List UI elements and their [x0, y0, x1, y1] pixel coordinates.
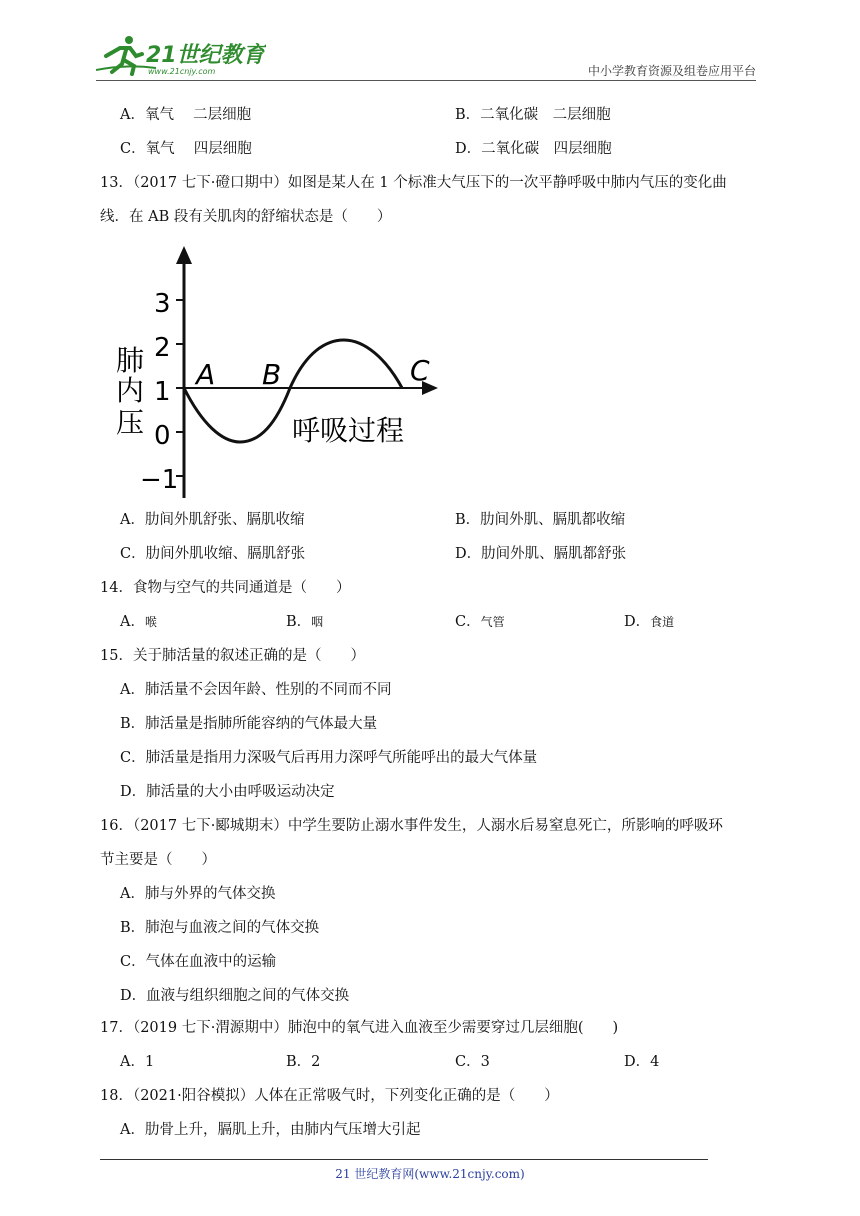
platform-label: 中小学教育资源及组卷应用平台: [587, 64, 756, 78]
y-axis-label-1: 肺: [116, 344, 145, 377]
page-header: [96, 34, 756, 78]
q15-stem: 15．关于肺活量的叙述正确的是（ ）: [100, 648, 365, 664]
q17-option-c: C．3: [455, 1054, 490, 1070]
y-axis-label-2: 内: [116, 374, 145, 407]
q14-option-a: A．喉: [120, 614, 157, 630]
q13-option-b: B．肋间外肌、膈肌都收缩: [455, 512, 626, 528]
q12-option-d: D．二氧化碳 四层细胞: [455, 141, 612, 157]
q16-option-c: C．气体在血液中的运输: [120, 954, 277, 970]
q14-option-c: C．气管: [455, 614, 505, 630]
q16-option-b: B．肺泡与血液之间的气体交换: [120, 920, 320, 936]
q17-option-d: D．4: [624, 1054, 660, 1070]
tick-label-1: 1: [154, 377, 171, 407]
tick-label-2: 2: [154, 333, 171, 363]
point-label-c: C: [410, 354, 430, 387]
q13-option-c: C．肋间外肌收缩、膈肌舒张: [120, 546, 306, 562]
logo-url: www.21cnjy.com: [148, 67, 216, 76]
q12-option-a: A．氧气 二层细胞: [120, 107, 252, 123]
q13-stem-line2: 线．在 AB 段有关肌肉的舒缩状态是（ ）: [100, 209, 392, 225]
q16-stem-line1: 16．（2017 七下·郾城期末）中学生要防止溺水事件发生，人溺水后易窒息死亡，所影响的呼吸环: [100, 818, 723, 834]
tick-label-3: 3: [154, 289, 171, 319]
q17-option-b: B．2: [286, 1054, 321, 1070]
footer-divider: [100, 1159, 708, 1160]
q18-stem: 18．（2021·阳谷模拟）人体在正常吸气时，下列变化正确的是（ ）: [100, 1088, 559, 1104]
y-axis-label-3: 压: [116, 406, 145, 439]
x-axis-label: 呼吸过程: [292, 414, 405, 447]
footer-text: 21 世纪教育网(www.21cnjy.com): [335, 1167, 525, 1181]
q16-option-a: A．肺与外界的气体交换: [120, 886, 276, 902]
logo: [96, 34, 266, 78]
q12-option-c: C．氧气 四层细胞: [120, 141, 252, 157]
q13-option-a: A．肋间外肌舒张、膈肌收缩: [120, 512, 305, 528]
y-axis-arrow: [176, 246, 192, 264]
tick-label-neg1: −1: [140, 465, 179, 495]
point-label-a: A: [196, 358, 216, 391]
q16-option-d: D．血液与组织细胞之间的气体交换: [120, 988, 350, 1004]
q16-stem-line2: 节主要是（ ）: [100, 852, 216, 868]
q18-option-a: A．肋骨上升，膈肌上升，由肺内气压增大引起: [120, 1122, 421, 1138]
q15-option-d: D．肺活量的大小由呼吸运动决定: [120, 784, 335, 800]
q15-option-a: A．肺活量不会因年龄、性别的不同而不同: [120, 682, 392, 698]
logo-text: 21世纪教育: [146, 43, 265, 68]
pressure-chart: [110, 240, 450, 505]
q17-option-a: A．1: [120, 1054, 155, 1070]
header-divider: [96, 80, 756, 81]
point-label-b: B: [262, 358, 282, 391]
q14-option-b: B．咽: [286, 614, 324, 630]
q14-stem: 14．食物与空气的共同通道是（ ）: [100, 580, 351, 596]
tick-label-0: 0: [154, 421, 171, 451]
q14-option-d: D．食道: [624, 614, 675, 630]
q15-option-b: B．肺活量是指肺所能容纳的气体最大量: [120, 716, 378, 732]
q15-option-c: C．肺活量是指用力深吸气后再用力深呼气所能呼出的最大气体量: [120, 750, 538, 766]
q13-option-d: D．肋间外肌、膈肌都舒张: [455, 546, 627, 562]
q17-stem: 17．（2019 七下·渭源期中）肺泡中的氧气进入血液至少需要穿过几层细胞( ): [100, 1020, 619, 1036]
q12-option-b: B．二氧化碳 二层细胞: [455, 107, 611, 123]
q13-stem-line1: 13．（2017 七下·磴口期中）如图是某人在 1 个标准大气压下的一次平静呼吸中肺内气压的变化曲: [100, 175, 727, 191]
